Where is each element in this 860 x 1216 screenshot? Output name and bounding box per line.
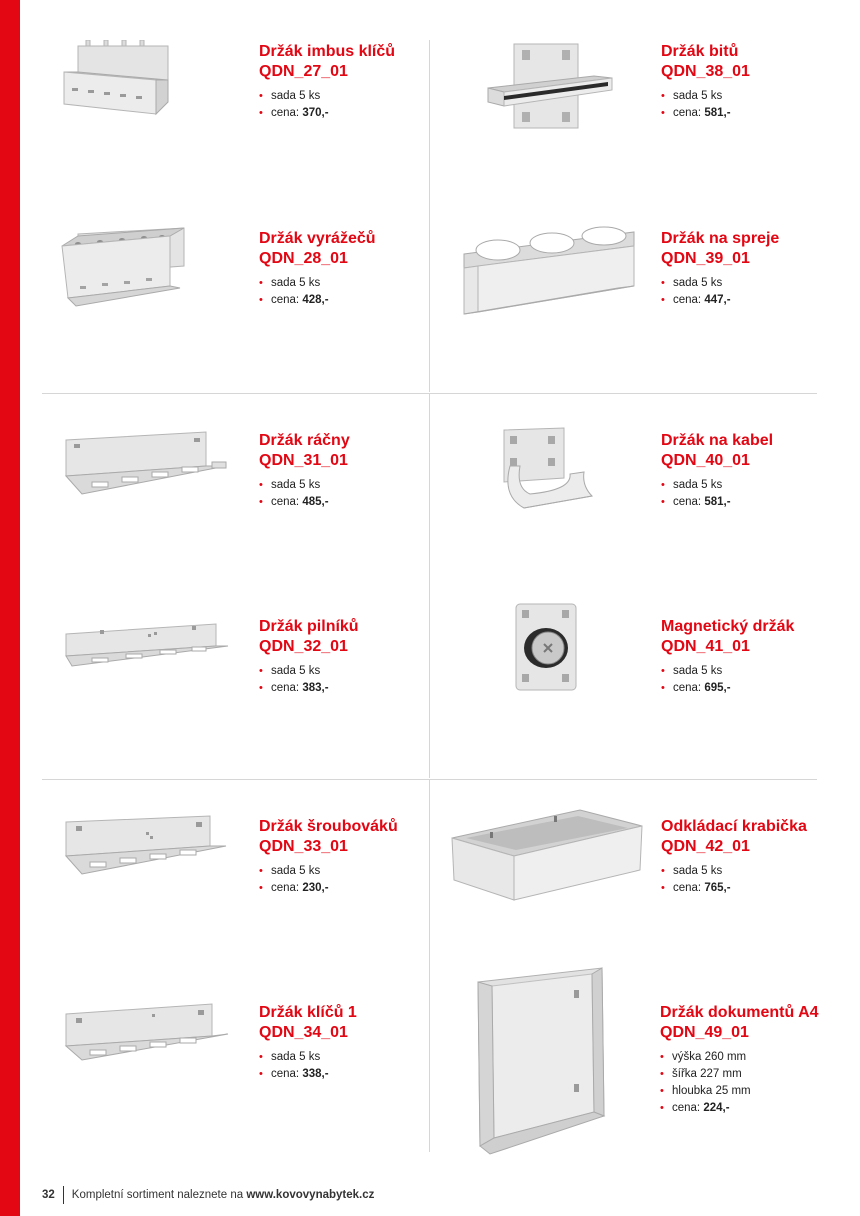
product-name: Držák bitů (661, 43, 739, 60)
price-item (661, 880, 807, 897)
product-code: QDN_38_01 (661, 63, 750, 80)
product-name: Držák klíčů 1 (259, 1004, 357, 1021)
price-item (259, 292, 376, 309)
price-label: cena: (271, 107, 300, 119)
product-specs (259, 1049, 357, 1083)
product-specs (661, 88, 750, 122)
spec-item: • sada 5 ks (661, 275, 779, 292)
price-item (259, 494, 350, 511)
price-item (661, 292, 779, 309)
price-label: cena: (673, 107, 702, 119)
price-value: 581,- (704, 107, 731, 119)
price-label: cena: (271, 682, 300, 694)
price-value: 230,- (302, 882, 329, 894)
product-image-punch-holder (58, 226, 190, 310)
spec-item: • šířka 227 mm (660, 1066, 819, 1083)
price-value: 370,- (302, 107, 329, 119)
product-code: QDN_33_01 (259, 838, 348, 855)
product-specs (259, 88, 395, 122)
price-item (259, 880, 398, 897)
spec-item: • sada 5 ks (259, 88, 395, 105)
spec-item: • sada 5 ks (259, 275, 376, 292)
price-value: 428,- (302, 294, 329, 306)
price-label: cena: (271, 882, 300, 894)
product-code: QDN_42_01 (661, 838, 750, 855)
spec-item: • sada 5 ks (661, 663, 794, 680)
product-name: Držák na spreje (661, 230, 780, 247)
product-name: Držák dokumentů A4 (660, 1004, 819, 1021)
spec-item: • výška 260 mm (660, 1049, 819, 1066)
spec-item: • sada 5 ks (661, 863, 807, 880)
column-divider (429, 394, 430, 778)
product-code: QDN_39_01 (661, 250, 750, 267)
product-name: Magnetický držák (661, 618, 795, 635)
product-name: Odkládací krabička (661, 818, 807, 835)
page-number: 32 (42, 1189, 55, 1201)
footer-divider (63, 1186, 64, 1204)
product-specs (661, 477, 773, 511)
price-value: 485,- (302, 496, 329, 508)
footer-url[interactable]: www.kovovynabytek.cz (246, 1189, 375, 1201)
product-image-screwdriver-holder (62, 814, 230, 880)
product-code: QDN_49_01 (660, 1024, 749, 1041)
price-item (259, 1066, 357, 1083)
row-divider (42, 779, 817, 780)
column-divider (429, 780, 430, 1152)
product-specs (661, 275, 779, 309)
product-image-key-holder (62, 1000, 232, 1066)
spec-item: • sada 5 ks (661, 477, 773, 494)
product-code: QDN_40_01 (661, 452, 750, 469)
red-side-bar (0, 0, 20, 1216)
price-value: 765,- (704, 882, 731, 894)
page-footer (42, 1186, 374, 1204)
spec-item: • sada 5 ks (259, 863, 398, 880)
price-value: 224,- (703, 1102, 730, 1114)
spec-item: • sada 5 ks (259, 1049, 357, 1066)
product-image-magnetic-holder (510, 602, 582, 692)
price-value: 338,- (302, 1068, 329, 1080)
product-name: Držák imbus klíčů (259, 43, 396, 60)
price-value: 581,- (704, 496, 731, 508)
product-specs (259, 477, 350, 511)
product-image-ratchet-holder (62, 430, 230, 500)
price-value: 695,- (704, 682, 731, 694)
product-specs (661, 663, 794, 697)
column-divider (429, 40, 430, 392)
product-code: QDN_34_01 (259, 1024, 348, 1041)
spec-item: • hloubka 25 mm (660, 1083, 819, 1100)
price-label: cena: (673, 882, 702, 894)
product-code: QDN_32_01 (259, 638, 348, 655)
spec-item: • sada 5 ks (259, 663, 359, 680)
product-name: Držák vyrážečů (259, 230, 376, 247)
product-image-hex-key-holder (60, 40, 170, 120)
price-item (660, 1100, 819, 1117)
product-image-storage-box (450, 808, 644, 904)
price-item (259, 105, 395, 122)
spec-item: • sada 5 ks (259, 477, 350, 494)
product-specs (259, 663, 359, 697)
price-item (661, 494, 773, 511)
product-code: QDN_28_01 (259, 250, 348, 267)
price-value: 447,- (704, 294, 731, 306)
product-image-spray-holder (458, 226, 638, 320)
product-specs (661, 863, 807, 897)
price-label: cena: (271, 294, 300, 306)
price-label: cena: (673, 682, 702, 694)
product-name: Držák ráčny (259, 432, 350, 449)
price-item (259, 680, 359, 697)
product-specs (259, 275, 376, 309)
product-name: Držák na kabel (661, 432, 774, 449)
product-name: Držák šroubováků (259, 818, 398, 835)
product-name: Držák pilníků (259, 618, 359, 635)
price-item (661, 680, 794, 697)
product-image-bit-holder (484, 40, 614, 132)
price-label: cena: (673, 496, 702, 508)
price-label: cena: (673, 294, 702, 306)
row-divider (42, 393, 817, 394)
product-image-file-holder (62, 620, 232, 670)
product-code: QDN_27_01 (259, 63, 348, 80)
product-code: QDN_31_01 (259, 452, 348, 469)
product-image-document-holder (470, 966, 614, 1156)
price-label: cena: (672, 1102, 701, 1114)
product-code: QDN_41_01 (661, 638, 750, 655)
price-label: cena: (271, 496, 300, 508)
price-value: 383,- (302, 682, 329, 694)
spec-item: • sada 5 ks (661, 88, 750, 105)
price-label: cena: (271, 1068, 300, 1080)
price-item (661, 105, 750, 122)
product-specs (259, 863, 398, 897)
product-image-cable-holder (500, 426, 596, 516)
product-specs (660, 1049, 819, 1117)
footer-text: Kompletní sortiment naleznete na (71, 1189, 244, 1201)
